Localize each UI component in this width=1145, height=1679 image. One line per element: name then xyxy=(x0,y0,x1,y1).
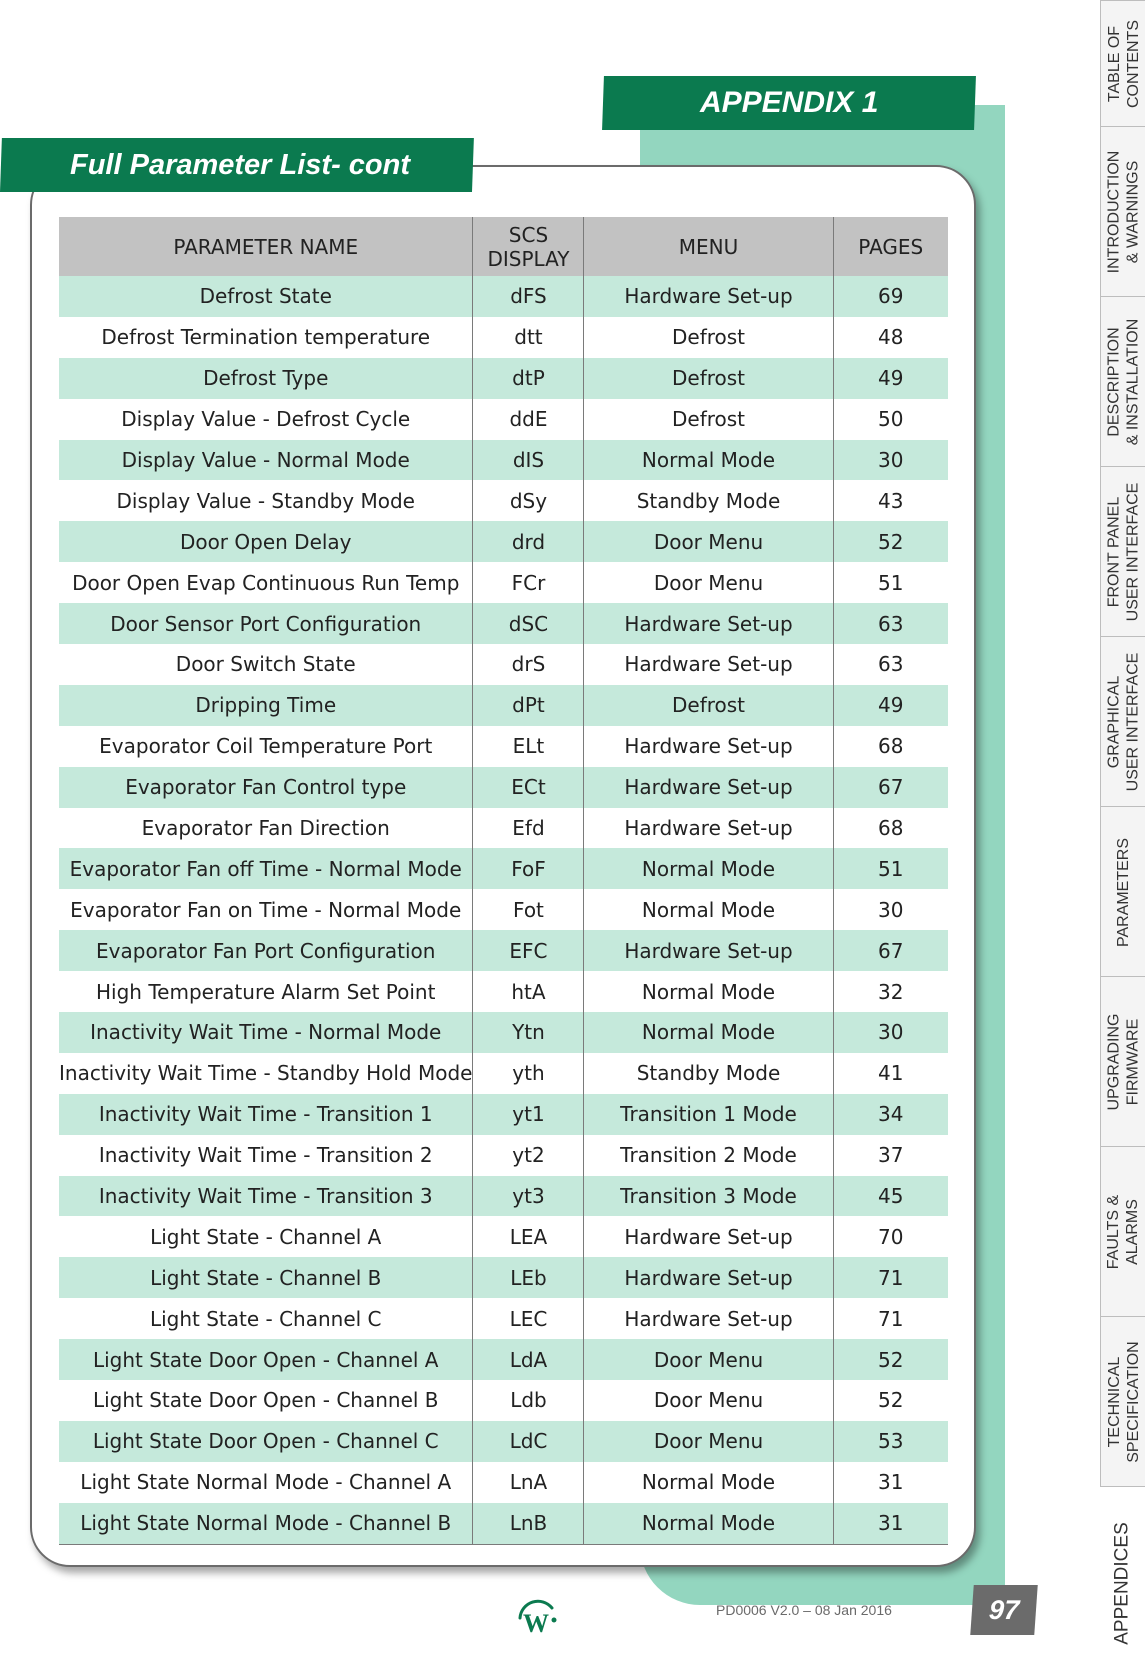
cell-menu: Normal Mode xyxy=(584,889,833,930)
tab-label: DESCRIPTION & INSTALLATION xyxy=(1105,318,1142,446)
cell-parameter-name: Inactivity Wait Time - Transition 1 xyxy=(59,1094,473,1135)
cell-parameter-name: Light State Normal Mode - Channel B xyxy=(59,1503,473,1544)
cell-scs-display: ddE xyxy=(473,399,584,440)
table-row xyxy=(59,1421,948,1462)
tab-appendices[interactable] xyxy=(1100,1486,1145,1679)
cell-parameter-name: Light State Door Open - Channel C xyxy=(59,1421,473,1462)
cell-scs-display: dFS xyxy=(473,276,584,317)
cell-pages: 41 xyxy=(833,1053,948,1094)
tab-label: INTRODUCTION & WARNINGS xyxy=(1105,150,1142,274)
cell-scs-display: dPt xyxy=(473,685,584,726)
cell-parameter-name: Light State Door Open - Channel A xyxy=(59,1339,473,1380)
cell-scs-display: yth xyxy=(473,1053,584,1094)
cell-menu: Normal Mode xyxy=(584,1462,833,1503)
cell-pages: 34 xyxy=(833,1094,948,1135)
tab-label: APPENDICES xyxy=(1112,1521,1134,1645)
cell-menu: Normal Mode xyxy=(584,971,833,1012)
table-row xyxy=(59,889,948,930)
table-row xyxy=(59,521,948,562)
cell-pages: 30 xyxy=(833,440,948,481)
cell-parameter-name: Evaporator Fan Direction xyxy=(59,808,473,849)
cell-pages: 48 xyxy=(833,317,948,358)
cell-pages: 67 xyxy=(833,767,948,808)
cell-menu: Hardware Set-up xyxy=(584,644,833,685)
cell-scs-display: yt1 xyxy=(473,1094,584,1135)
cell-parameter-name: Inactivity Wait Time - Transition 2 xyxy=(59,1135,473,1176)
cell-menu: Door Menu xyxy=(584,521,833,562)
cell-parameter-name: Evaporator Coil Temperature Port xyxy=(59,726,473,767)
tab-table-of-contents[interactable] xyxy=(1100,0,1145,127)
cell-menu: Normal Mode xyxy=(584,848,833,889)
tab-label: TABLE OF CONTENTS xyxy=(1105,20,1142,108)
appendix-banner xyxy=(602,76,976,130)
cell-pages: 37 xyxy=(833,1135,948,1176)
cell-parameter-name: Light State Normal Mode - Channel A xyxy=(59,1462,473,1503)
cell-scs-display: ELt xyxy=(473,726,584,767)
table-header-row xyxy=(59,217,948,276)
table-row xyxy=(59,1053,948,1094)
cell-pages: 52 xyxy=(833,1339,948,1380)
cell-parameter-name: Display Value - Normal Mode xyxy=(59,440,473,481)
tab-label: UPGRADING FIRMWARE xyxy=(1105,1013,1142,1111)
cell-pages: 69 xyxy=(833,276,948,317)
cell-scs-display: Fot xyxy=(473,889,584,930)
cell-parameter-name: Defrost Termination temperature xyxy=(59,317,473,358)
section-tabs xyxy=(1100,0,1145,1678)
cell-parameter-name: Evaporator Fan on Time - Normal Mode xyxy=(59,889,473,930)
table-row xyxy=(59,971,948,1012)
cell-pages: 53 xyxy=(833,1421,948,1462)
cell-pages: 30 xyxy=(833,889,948,930)
table-row xyxy=(59,767,948,808)
tab-technical-specification[interactable] xyxy=(1100,1316,1145,1487)
cell-pages: 71 xyxy=(833,1257,948,1298)
cell-scs-display: Ldb xyxy=(473,1380,584,1421)
cell-menu: Normal Mode xyxy=(584,1503,833,1544)
page-title: Full Parameter List- cont xyxy=(70,149,411,181)
table-row xyxy=(59,1462,948,1503)
table-row xyxy=(59,399,948,440)
cell-pages: 45 xyxy=(833,1176,948,1217)
logo-letter: W xyxy=(523,1609,549,1638)
cell-parameter-name: Evaporator Fan off Time - Normal Mode xyxy=(59,848,473,889)
cell-menu: Transition 2 Mode xyxy=(584,1135,833,1176)
tab-faults-alarms[interactable] xyxy=(1100,1146,1145,1317)
cell-parameter-name: Door Open Evap Continuous Run Temp xyxy=(59,562,473,603)
cell-pages: 70 xyxy=(833,1216,948,1257)
cell-menu: Defrost xyxy=(584,685,833,726)
cell-menu: Door Menu xyxy=(584,1339,833,1380)
tab-front-panel-user-interface[interactable] xyxy=(1100,466,1145,637)
cell-parameter-name: Light State Door Open - Channel B xyxy=(59,1380,473,1421)
cell-pages: 49 xyxy=(833,685,948,726)
cell-pages: 49 xyxy=(833,358,948,399)
col-header-menu: MENU xyxy=(584,217,833,276)
table-row xyxy=(59,1503,948,1544)
tab-parameters[interactable] xyxy=(1100,806,1145,977)
cell-parameter-name: Door Open Delay xyxy=(59,521,473,562)
table-row xyxy=(59,726,948,767)
cell-parameter-name: Defrost State xyxy=(59,276,473,317)
appendix-label: APPENDIX 1 xyxy=(699,86,879,119)
table-row xyxy=(59,480,948,521)
table-row xyxy=(59,1012,948,1053)
table-row xyxy=(59,276,948,317)
table-row xyxy=(59,848,948,889)
cell-pages: 63 xyxy=(833,644,948,685)
cell-scs-display: Efd xyxy=(473,808,584,849)
table-row xyxy=(59,1135,948,1176)
cell-parameter-name: Light State - Channel A xyxy=(59,1216,473,1257)
cell-scs-display: yt3 xyxy=(473,1176,584,1217)
cell-parameter-name: Inactivity Wait Time - Normal Mode xyxy=(59,1012,473,1053)
table-row xyxy=(59,1094,948,1135)
tab-upgrading-firmware[interactable] xyxy=(1100,976,1145,1147)
cell-pages: 52 xyxy=(833,521,948,562)
cell-menu: Hardware Set-up xyxy=(584,726,833,767)
cell-scs-display: ECt xyxy=(473,767,584,808)
cell-scs-display: drd xyxy=(473,521,584,562)
cell-menu: Hardware Set-up xyxy=(584,930,833,971)
document-reference: PD0006 V2.0 – 08 Jan 2016 xyxy=(716,1602,892,1618)
table-row xyxy=(59,1298,948,1339)
cell-menu: Door Menu xyxy=(584,562,833,603)
tab-label: GRAPHICAL USER INTERFACE xyxy=(1105,652,1142,792)
table-row xyxy=(59,685,948,726)
cell-scs-display: drS xyxy=(473,644,584,685)
table-row xyxy=(59,1176,948,1217)
cell-parameter-name: Evaporator Fan Control type xyxy=(59,767,473,808)
cell-scs-display: LnB xyxy=(473,1503,584,1544)
cell-menu: Normal Mode xyxy=(584,1012,833,1053)
tab-label: FAULTS & ALARMS xyxy=(1105,1194,1142,1270)
cell-parameter-name: Door Switch State xyxy=(59,644,473,685)
cell-parameter-name: High Temperature Alarm Set Point xyxy=(59,971,473,1012)
cell-scs-display: dIS xyxy=(473,440,584,481)
cell-scs-display: LEA xyxy=(473,1216,584,1257)
cell-menu: Transition 3 Mode xyxy=(584,1176,833,1217)
cell-scs-display: dSC xyxy=(473,603,584,644)
cell-menu: Normal Mode xyxy=(584,440,833,481)
tab-label: TECHNICAL SPECIFICATION xyxy=(1105,1341,1142,1463)
cell-scs-display: yt2 xyxy=(473,1135,584,1176)
cell-menu: Hardware Set-up xyxy=(584,808,833,849)
cell-menu: Standby Mode xyxy=(584,480,833,521)
cell-scs-display: dtP xyxy=(473,358,584,399)
cell-scs-display: htA xyxy=(473,971,584,1012)
cell-menu: Hardware Set-up xyxy=(584,1216,833,1257)
cell-pages: 51 xyxy=(833,562,948,603)
cell-parameter-name: Display Value - Standby Mode xyxy=(59,480,473,521)
col-header-parameter-name: PARAMETER NAME xyxy=(59,217,473,276)
cell-scs-display: dtt xyxy=(473,317,584,358)
cell-menu: Defrost xyxy=(584,358,833,399)
table-row xyxy=(59,808,948,849)
tab-description-installation[interactable] xyxy=(1100,296,1145,467)
cell-pages: 63 xyxy=(833,603,948,644)
table-row xyxy=(59,1380,948,1421)
cell-pages: 31 xyxy=(833,1503,948,1544)
table-row xyxy=(59,1339,948,1380)
tab-introduction-warnings[interactable] xyxy=(1100,126,1145,297)
table-row xyxy=(59,317,948,358)
cell-scs-display: LEC xyxy=(473,1298,584,1339)
cell-parameter-name: Door Sensor Port Configuration xyxy=(59,603,473,644)
tab-label: FRONT PANEL USER INTERFACE xyxy=(1105,482,1142,622)
cell-menu: Standby Mode xyxy=(584,1053,833,1094)
cell-scs-display: EFC xyxy=(473,930,584,971)
cell-pages: 50 xyxy=(833,399,948,440)
cell-scs-display: FoF xyxy=(473,848,584,889)
page-number: 97 xyxy=(970,1585,1037,1635)
cell-menu: Hardware Set-up xyxy=(584,1298,833,1339)
cell-scs-display: LEb xyxy=(473,1257,584,1298)
cell-pages: 52 xyxy=(833,1380,948,1421)
col-header-pages: PAGES xyxy=(833,217,948,276)
cell-parameter-name: Inactivity Wait Time - Transition 3 xyxy=(59,1176,473,1217)
cell-parameter-name: Display Value - Defrost Cycle xyxy=(59,399,473,440)
cell-parameter-name: Light State - Channel B xyxy=(59,1257,473,1298)
cell-pages: 68 xyxy=(833,808,948,849)
cell-scs-display: LdC xyxy=(473,1421,584,1462)
cell-menu: Hardware Set-up xyxy=(584,603,833,644)
cell-pages: 30 xyxy=(833,1012,948,1053)
cell-parameter-name: Inactivity Wait Time - Standby Hold Mode xyxy=(59,1053,473,1094)
cell-menu: Transition 1 Mode xyxy=(584,1094,833,1135)
cell-scs-display: LnA xyxy=(473,1462,584,1503)
cell-parameter-name: Defrost Type xyxy=(59,358,473,399)
cell-parameter-name: Dripping Time xyxy=(59,685,473,726)
cell-menu: Defrost xyxy=(584,399,833,440)
cell-menu: Door Menu xyxy=(584,1421,833,1462)
company-logo xyxy=(512,1590,562,1640)
cell-pages: 67 xyxy=(833,930,948,971)
table-row xyxy=(59,1257,948,1298)
table-row xyxy=(59,1216,948,1257)
cell-pages: 31 xyxy=(833,1462,948,1503)
cell-scs-display: dSy xyxy=(473,480,584,521)
cell-pages: 68 xyxy=(833,726,948,767)
table-row xyxy=(59,644,948,685)
table-row xyxy=(59,562,948,603)
tab-label: PARAMETERS xyxy=(1115,837,1132,947)
cell-menu: Defrost xyxy=(584,317,833,358)
table-row xyxy=(59,930,948,971)
tab-graphical-user-interface[interactable] xyxy=(1100,636,1145,807)
table-row xyxy=(59,603,948,644)
cell-pages: 43 xyxy=(833,480,948,521)
parameter-table xyxy=(59,217,948,1545)
table-row xyxy=(59,440,948,481)
cell-pages: 51 xyxy=(833,848,948,889)
cell-parameter-name: Evaporator Fan Port Configuration xyxy=(59,930,473,971)
cell-menu: Hardware Set-up xyxy=(584,1257,833,1298)
cell-pages: 71 xyxy=(833,1298,948,1339)
cell-scs-display: Ytn xyxy=(473,1012,584,1053)
cell-parameter-name: Light State - Channel C xyxy=(59,1298,473,1339)
cell-scs-display: FCr xyxy=(473,562,584,603)
cell-menu: Door Menu xyxy=(584,1380,833,1421)
cell-menu: Hardware Set-up xyxy=(584,767,833,808)
cell-pages: 32 xyxy=(833,971,948,1012)
cell-menu: Hardware Set-up xyxy=(584,276,833,317)
cell-scs-display: LdA xyxy=(473,1339,584,1380)
table-row xyxy=(59,358,948,399)
col-header-scs-display: SCS DISPLAY xyxy=(473,217,584,276)
